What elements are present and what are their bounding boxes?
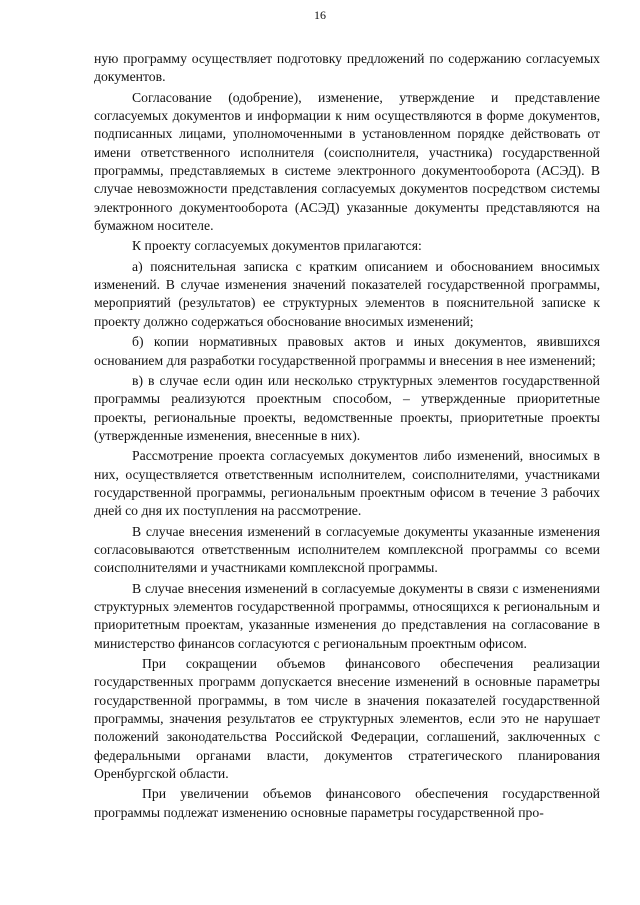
paragraph-complex-program: В случае внесения изменений в согласуемые документы указанные изменения согласовываются ответственным исполнителем комплексной программы со всеми соисполнителями и участниками комплексной программы.: [94, 523, 600, 576]
paragraph-continuation: ную программу осуществляет подготовку предложений по содержанию согласуемых документов.: [94, 51, 600, 85]
paragraph-funding-reduction: При сокращении объемов финансового обеспечения реализации государственных программ допускается внесение изменений в основные параметры государственной программы, в том числе в значения показателей государственной программы, значения результатов ее структурных элементов, если это не нарушает положений законодательства Российской Федерации, соглашений, заключенных с федеральными органами власти, документов стратегического планирования Оренбургской области.: [94, 656, 600, 781]
paragraph-item-v: в) в случае если один или несколько структурных элементов государственной программы реализуются проектным способом, – утвержденные приоритетные проекты, региональные проекты, ведомственные проекты, приоритетные проекты (утвержденные изменения, внесенные в них).: [94, 372, 600, 443]
paragraph-attachments-intro: К проекту согласуемых документов прилагаются:: [132, 238, 422, 254]
page-number: 16: [314, 8, 326, 22]
paragraph-regional-projects: В случае внесения изменений в согласуемые документы в связи с изменениями структурных элементов государственной программы, относящихся к региональным и приоритетным проектам, указанные изменения до представления на согласование в министерство финансов согласуются с региональным проектным офисом.: [94, 580, 600, 651]
paragraph-item-a: а) пояснительная записка с кратким описанием и обоснованием вносимых изменений. В случае изменения значений показателей государственной программы, мероприятий (результатов) ее структурных элементов в пояснительной записке к проекту должно содержаться обоснование вносимых изменений;: [94, 258, 600, 329]
body-text: [94, 50, 600, 822]
paragraph-review: Рассмотрение проекта согласуемых документов либо изменений, вносимых в них, осуществляется ответственным исполнителем, соисполнителями, участниками государственной программы, региональным проектным офисом в течение 3 рабочих дней со дня их поступления на рассмотрение.: [94, 448, 600, 519]
paragraph-item-b: б) копии нормативных правовых актов и иных документов, явившихся основанием для разработки государственной программы и внесения в нее изменений;: [94, 334, 600, 368]
paragraph-funding-increase: При увеличении объемов финансового обеспечения государственной программы подлежат изменению основные параметры государственной про-: [94, 786, 600, 820]
paragraph-approval: Согласование (одобрение), изменение, утверждение и представление согласуемых документов и информации к ним осуществляются в форме документов, подписанных лицами, уполномоченными в установленном порядке действовать от имени ответственного исполнителя (соисполнителя, участника) государственной программы, представляемых в системе электронного документооборота (АСЭД). В случае невозможности представления согласуемых документов посредством системы электронного документооборота (АСЭД) указанные документы представляются на бумажном носителе.: [94, 89, 600, 233]
